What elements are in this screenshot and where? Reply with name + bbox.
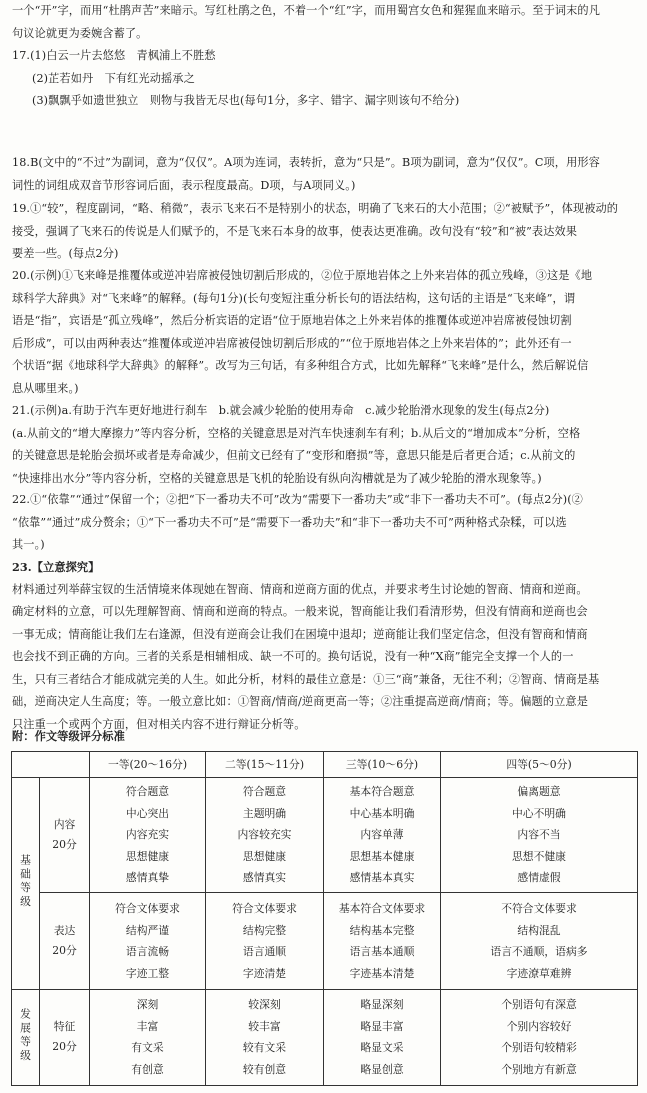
table-row bbox=[12, 893, 638, 989]
text-line: 只注重一个或两个方面，但对相关内容不进行辩证分析等。 bbox=[12, 717, 306, 731]
text-line: 18.B(文中的“不过”为副词，意为“仅仅”。A项为连词，表转折，意为“只是”。B项为副词，意为“仅仅”。C项，用形容 bbox=[12, 156, 600, 169]
table-cell: 基本符合题意 中心基本明确 内容单薄 思想基本健康 感情基本真实 bbox=[324, 777, 441, 893]
text-line: 一事无成；情商能让我们左右逢源，但没有逆商会让我们在困境中退却；逆商能让我们坚定信念，但没有智商和情商 bbox=[12, 627, 588, 641]
text-line: 息从哪里来。) bbox=[12, 381, 79, 395]
text-line: (a.从前文的“增大摩擦力”等内容分析，空格的关键意思是对汽车快速刹车有利；b.从后文的“增加成本”分析，空格 bbox=[12, 426, 581, 440]
text-line: 其一。) bbox=[12, 538, 45, 551]
text-line: 句议论就更为委婉含蓄了。 bbox=[12, 26, 148, 40]
text-line: 个状语“据《地球科学大辞典》的解释”。改写为三句话，有多种组合方式，比如先解释“飞来峰”是什么，然后解说信 bbox=[12, 359, 589, 372]
table-cell: 深刻 丰富 有文采 有创意 bbox=[90, 989, 206, 1085]
text-line: 接受，强调了飞来石的传说是人们赋予的，不是飞来石本身的故事，使表达更准确。改句没有“较”和“被”表达效果 bbox=[12, 224, 578, 238]
text-line: 20.(示例)①飞来峰是推覆体或逆冲岩席被侵蚀切割后形成的，②位于原地岩体之上外来岩体的孤立残峰，③这是《地 bbox=[12, 269, 593, 282]
rubric-title: 附：作文等级评分标准 bbox=[12, 729, 125, 743]
text-line: 词性的词组成双音节形容词后面，表示程度最高。D项，与A项同义。) bbox=[12, 178, 356, 192]
text-line: 语是“指”，宾语是“孤立残峰”，然后分析宾语的定语“位于原地岩体之上外来岩体的推覆体或逆冲岩席被侵蚀切割 bbox=[12, 314, 572, 327]
answer-22 bbox=[12, 489, 634, 557]
text-line: 的关键意思是轮胎会损坏或者是寿命减少，但前文已经有了“变形和磨损”等，意思只能是后者更合适；c.从前文的 bbox=[12, 449, 576, 462]
table-header-row bbox=[12, 752, 638, 778]
table-cell: 符合文体要求 结构严谨 语言流畅 字迹工整 bbox=[90, 893, 206, 989]
text-line: (3)飘飘乎如遗世独立 则物与我皆无尽也(每句1分，多字、错字、漏字则该句不给分) bbox=[32, 94, 460, 107]
answer-21 bbox=[12, 400, 634, 490]
table-cell: 个别语句有深意 个别内容较好 个别语句较精彩 个别地方有新意 bbox=[441, 989, 638, 1085]
table-corner-cell bbox=[12, 752, 90, 778]
table-cell: 偏离题意 中心不明确 内容不当 思想不健康 感情虚假 bbox=[441, 777, 638, 893]
answer-17 bbox=[12, 45, 634, 113]
row-label-feature: 特征 20分 bbox=[40, 989, 90, 1085]
text-line: 确定材料的立意，可以先理解智商、情商和逆商的特点。一般来说，智商能让我们看清形势，但没有情商和逆商也会 bbox=[12, 605, 588, 618]
text-line: 17.(1)白云一片去悠悠 青枫浦上不胜愁 bbox=[12, 49, 216, 62]
grading-rubric-table bbox=[11, 751, 638, 1086]
text-line: “快速排出水分”等内容分析，空格的关键意思是飞机的轮胎设有纵向沟槽就是为了减少轮胎的滑水现象等。) bbox=[12, 471, 542, 485]
section-heading: 23.【立意探究】 bbox=[12, 560, 100, 574]
table-row bbox=[12, 989, 638, 1085]
text-line: 一个“开”字，而用“杜鹃声苦”来暗示。写红杜鹃之色，不着一个“红”字，而用蜀宫女色和猩猩血来暗示。至于词末的凡 bbox=[12, 4, 601, 17]
top-paragraph bbox=[12, 0, 634, 45]
answer-23 bbox=[12, 556, 634, 736]
table-row bbox=[12, 777, 638, 893]
text-line: (2)芷若如丹 下有红光动摇承之 bbox=[32, 71, 195, 85]
text-line: 球科学大辞典》对“飞来峰”的解释。(每句1分)(长句变短注重分析长句的语法结构，这句话的主语是“飞来峰”，谓 bbox=[12, 291, 576, 305]
text-line: 生，只有三者结合才能成就完美的人生。如此分析，材料的最佳立意是：①三“商”兼备，无往不利；②智商、情商是基 bbox=[12, 672, 600, 686]
answer-18 bbox=[12, 152, 634, 197]
table-cell: 较深刻 较丰富 较有文采 较有创意 bbox=[206, 989, 324, 1085]
table-cell: 略显深刻 略显丰富 略显文采 略显创意 bbox=[324, 989, 441, 1085]
text-line: 材料通过列举薛宝钗的生活情境来体现她在智商、情商和逆商方面的优点，并要求考生讨论她的智商、情商和逆商。 bbox=[12, 582, 588, 596]
group-label-basic: 基础等级 bbox=[12, 777, 40, 989]
group-label-development: 发展等级 bbox=[12, 989, 40, 1085]
text-line: 后形成”，可以由两种表达“推覆体或逆冲岩席被侵蚀切割后形成的”“位于原地岩体之上外来岩体的”；此外还有一 bbox=[12, 336, 572, 350]
text-line: 要差一些。(每点2分) bbox=[12, 247, 119, 260]
text-line: 19.①“较”，程度副词，“略、稍微”，表示飞来石不是特别小的状态，明确了飞来石的大小范围；②“被赋予”，体现被动的 bbox=[12, 202, 619, 215]
row-label-expression: 表达 20分 bbox=[40, 893, 90, 989]
table-cell: 符合题意 中心突出 内容充实 思想健康 感情真挚 bbox=[90, 777, 206, 893]
answer-19 bbox=[12, 198, 634, 266]
text-line: 21.(示例)a.有助于汽车更好地进行刹车 b.就会减少轮胎的使用寿命 c.减少轮胎滑水现象的发生(每点2分) bbox=[12, 404, 550, 417]
grade-3-header: 三等(10～6分) bbox=[324, 752, 441, 778]
text-line: “依靠”“通过”成分赘余；①“下一番功夫不可”是“需要下一番功夫”和“非下一番功夫不可”两种格式杂糅，可以选 bbox=[12, 515, 567, 529]
table-cell: 符合文体要求 结构完整 语言通顺 字迹清楚 bbox=[206, 893, 324, 989]
answer-20 bbox=[12, 265, 634, 400]
row-label-content: 内容 20分 bbox=[40, 777, 90, 893]
text-line: 也会找不到正确的方向。三者的关系是相辅相成、缺一不可的。换句话说，没有一种“X商”能完全支撑一个人的一 bbox=[12, 650, 574, 663]
grade-4-header: 四等(5～0分) bbox=[441, 752, 638, 778]
grade-2-header: 二等(15～11分) bbox=[206, 752, 324, 778]
text-line: 22.①“依靠”“通过”保留一个；②把“下一番功夫不可”改为“需要下一番功夫”或“非下一番功夫不可”。(每点2分)(② bbox=[12, 493, 583, 506]
table-cell: 基本符合文体要求 结构基本完整 语言基本通顺 字迹基本清楚 bbox=[324, 893, 441, 989]
table-cell: 符合题意 主题明确 内容较充实 思想健康 感情真实 bbox=[206, 777, 324, 893]
table-cell: 不符合文体要求 结构混乱 语言不通顺，语病多 字迹潦草难辨 bbox=[441, 893, 638, 989]
grade-1-header: 一等(20～16分) bbox=[90, 752, 206, 778]
text-line: 础，逆商决定人生高度；等。一般立意比如：①智商/情商/逆商更高一等；②注重提高逆商/情商；等。偏题的立意是 bbox=[12, 695, 588, 708]
